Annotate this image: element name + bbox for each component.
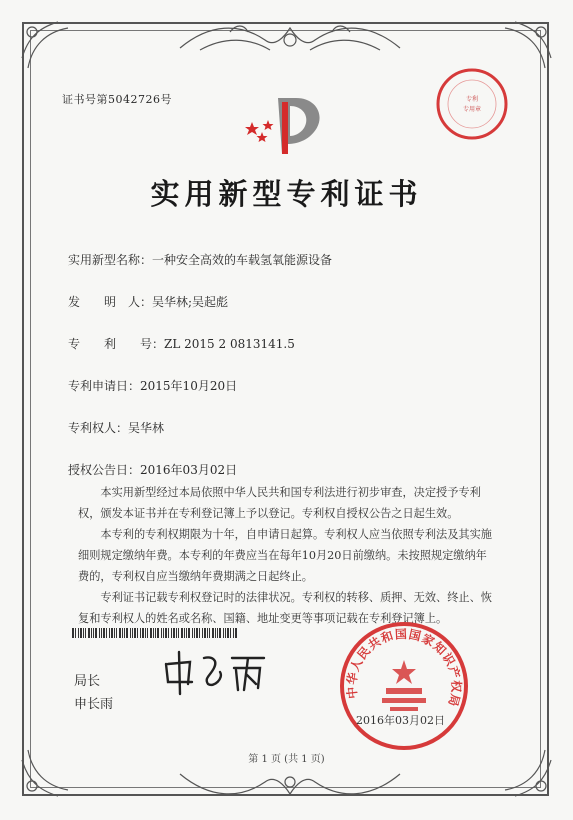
grant-date-label: 授权公告日： (68, 463, 141, 477)
patentee-row (68, 419, 164, 436)
body-paragraph-1: 本实用新型经过本局依照中华人民共和国专利法进行初步审查，决定授予专利权，颁发本证书并在专利登记簿上予以登记。专利权自授权公告之日起生效。 (78, 486, 481, 520)
seal-text: 中华人民共和国国家知识产权局 (344, 627, 464, 709)
body-paragraph-2: 本专利的专利权期限为十年，自申请日起算。专利权人应当依照专利法及其实施细则规定缴纳年费。本专利的年费应当在每年10月20日前缴纳。未按照规定缴纳年费的，专利权自应当缴纳年费期满之日起终止。 (78, 528, 492, 583)
inventor-label: 发 明 人： (68, 295, 153, 309)
patentee-label: 专利权人： (68, 421, 129, 435)
director-title: 局长 (74, 674, 101, 689)
top-ornament-icon (170, 18, 410, 66)
svg-text:专用章: 专用章 (462, 106, 482, 113)
utility-model-name-label: 实用新型名称： (68, 253, 153, 267)
seal-date: 2016年03月02日 (356, 714, 445, 727)
patent-number-label: 专 利 号： (68, 337, 165, 351)
grant-date-row (68, 461, 237, 478)
bottom-ornament-icon (170, 764, 410, 804)
corner-ornament-tl-icon (18, 18, 74, 74)
body-paragraph-3: 专利证书记载专利权登记时的法律状况。专利权的转移、质押、无效、终止、恢复和专利权人的姓名或名称、国籍、地址变更等事项记载在专利登记簿上。 (78, 591, 492, 625)
svg-text:专利: 专利 (465, 96, 479, 103)
barcode-icon (72, 628, 240, 638)
utility-model-name-value: 一种安全高效的车载氢氧能源设备 (152, 253, 333, 267)
official-seal-icon (338, 620, 470, 752)
certificate-number: 证书号第5042726号 (62, 93, 172, 106)
inventor-row (68, 293, 228, 310)
page-footer: 第 1 页 (共 1 页) (248, 754, 325, 765)
inventor-value: 吴华林;吴起彪 (152, 295, 229, 309)
patent-number-row (68, 335, 295, 352)
grant-date-value: 2016年03月02日 (140, 463, 238, 477)
certificate-body (78, 482, 498, 629)
certificate-title: 实用新型专利证书 (150, 177, 423, 211)
patent-office-logo-icon (238, 92, 330, 170)
filing-date-label: 专利申请日： (68, 379, 141, 393)
utility-model-name-row (68, 251, 332, 268)
signature-image (160, 648, 270, 696)
patent-number-value: ZL 2015 2 0813141.5 (164, 337, 295, 351)
small-seal-icon (434, 66, 510, 142)
filing-date-row (68, 377, 237, 394)
patentee-value: 吴华林 (128, 421, 165, 435)
director-name: 申长雨 (74, 697, 114, 712)
filing-date-value: 2015年10月20日 (140, 379, 238, 393)
